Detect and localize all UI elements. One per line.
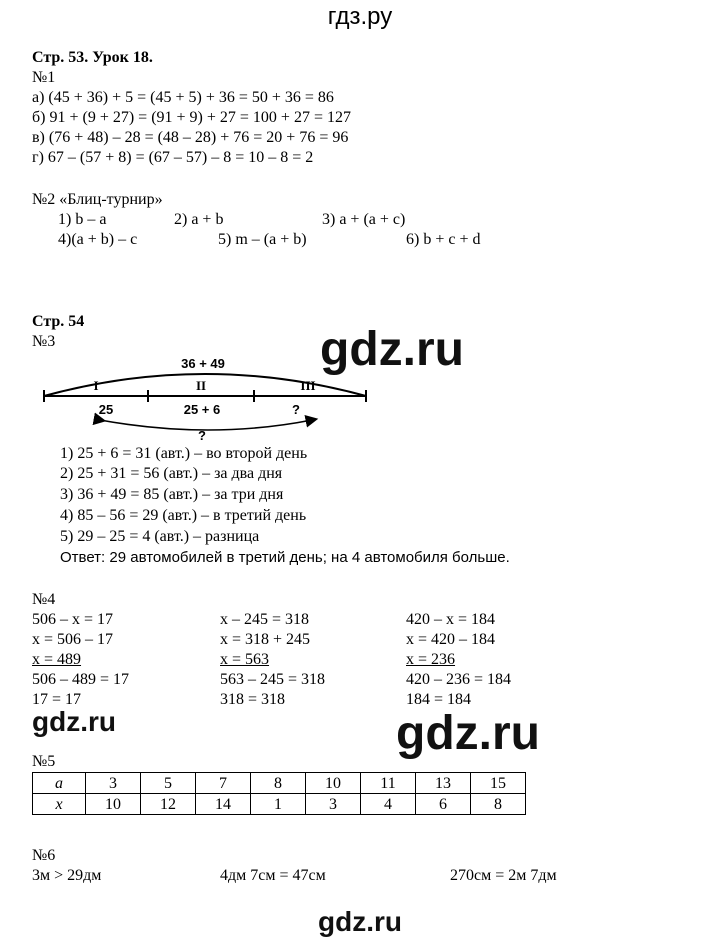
task4-col1-line1: 506 – x = 17 xyxy=(32,611,114,628)
task4-col1-line3: x = 489 xyxy=(32,651,82,668)
table-cell: 1 xyxy=(251,794,306,815)
watermark-large-2: gdz.ru xyxy=(396,707,540,760)
task4-col1-line2: x = 506 – 17 xyxy=(32,631,114,648)
table-cell: 10 xyxy=(306,773,361,794)
task4-number: №4 xyxy=(32,591,56,608)
task4-col3-line2: x = 420 – 184 xyxy=(406,631,496,648)
task2-item-6: 6) b + c + d xyxy=(406,231,481,248)
table-row xyxy=(33,794,526,815)
task3-answer: Ответ: 29 автомобилей в третий день; на 4 автомобиля больше. xyxy=(60,549,510,566)
task3-step-1: 1) 25 + 6 = 31 (авт.) – во второй день xyxy=(60,445,308,462)
table-cell: 8 xyxy=(471,794,526,815)
task4-col2-line5: 318 = 318 xyxy=(220,691,286,708)
table-row xyxy=(33,773,526,794)
task4-col2-line1: x – 245 = 318 xyxy=(220,611,310,628)
task3-number: №3 xyxy=(32,333,56,350)
table-cell: 14 xyxy=(196,794,251,815)
task4-col3-line4: 420 – 236 = 184 xyxy=(406,671,512,688)
watermark-small-1: gdz.ru xyxy=(32,706,116,737)
diagram-seg-3: III xyxy=(300,378,316,393)
task1-number: №1 xyxy=(32,69,56,86)
task5-table xyxy=(32,772,526,815)
diagram-bottom-label-3: ? xyxy=(292,402,300,417)
table-cell: 6 xyxy=(416,794,471,815)
task5-number: №5 xyxy=(32,753,56,770)
task1-line-c: в) (76 + 48) – 28 = (48 – 28) + 76 = 20 + 76 = 96 xyxy=(32,129,349,146)
table-cell: 5 xyxy=(141,773,196,794)
diagram-seg-1: I xyxy=(93,378,99,393)
diagram-bottom-question: ? xyxy=(198,428,206,442)
table-cell: 3 xyxy=(306,794,361,815)
task3-step-2: 2) 25 + 31 = 56 (авт.) – за два дня xyxy=(60,465,283,482)
task2-item-5: 5) m – (a + b) xyxy=(218,231,307,248)
table-cell: 15 xyxy=(471,773,526,794)
task4-col1-line5: 17 = 17 xyxy=(32,691,82,708)
diagram-top-label: 36 + 49 xyxy=(181,356,225,371)
table-cell: 4 xyxy=(361,794,416,815)
task4-col2-line2: x = 318 + 245 xyxy=(220,631,311,648)
table-cell: 10 xyxy=(86,794,141,815)
task4-col3-line1: 420 – x = 184 xyxy=(406,611,496,628)
table-cell: 11 xyxy=(361,773,416,794)
watermark-large-1: gdz.ru xyxy=(320,323,464,376)
table-cell: 8 xyxy=(251,773,306,794)
site-header: гдз.ру xyxy=(327,3,393,30)
watermark-small-2: gdz.ru xyxy=(318,906,402,937)
task4-col2-line3: x = 563 xyxy=(220,651,270,668)
task2-item-2: 2) a + b xyxy=(174,211,224,228)
task6-item-2: 4дм 7см = 47см xyxy=(220,867,326,884)
table-row-label: a xyxy=(33,773,86,794)
bottom-brace-arrows xyxy=(100,420,312,430)
task4-col3-line3: x = 236 xyxy=(406,651,456,668)
table-cell: 12 xyxy=(141,794,196,815)
table-cell: 7 xyxy=(196,773,251,794)
task4-col2-line4: 563 – 245 = 318 xyxy=(220,671,326,688)
task2-item-1: 1) b – a xyxy=(58,211,107,228)
task2-title: №2 «Блиц-турнир» xyxy=(32,191,163,208)
task1-line-b: б) 91 + (9 + 27) = (91 + 9) + 27 = 100 + 27 = 127 xyxy=(32,109,351,126)
task3-step-4: 4) 85 – 56 = 29 (авт.) – в третий день xyxy=(60,507,307,524)
task2-item-4: 4)(a + b) – c xyxy=(58,231,138,248)
table-cell: 3 xyxy=(86,773,141,794)
task4-col1-line4: 506 – 489 = 17 xyxy=(32,671,130,688)
section-title-page53: Стр. 53. Урок 18. xyxy=(32,49,153,66)
diagram-seg-2: II xyxy=(195,378,207,393)
task6-number: №6 xyxy=(32,847,56,864)
task1-line-a: а) (45 + 36) + 5 = (45 + 5) + 36 = 50 + 36 = 86 xyxy=(32,89,334,106)
section-title-page54: Стр. 54 xyxy=(32,313,85,330)
table-row-label: x xyxy=(33,794,86,815)
table-cell: 13 xyxy=(416,773,471,794)
task4-col3-line5: 184 = 184 xyxy=(406,691,472,708)
task6-item-1: 3м > 29дм xyxy=(32,867,102,884)
task6-item-3: 270см = 2м 7дм xyxy=(450,867,557,884)
task3-step-5: 5) 29 – 25 = 4 (авт.) – разница xyxy=(60,528,260,545)
diagram-bottom-label-2: 25 + 6 xyxy=(183,402,221,417)
task1-line-d: г) 67 – (57 + 8) = (67 – 57) – 8 = 10 – 8 = 2 xyxy=(32,149,314,166)
task3-step-3: 3) 36 + 49 = 85 (авт.) – за три дня xyxy=(60,486,284,503)
diagram-bottom-label-1: 25 xyxy=(98,402,114,417)
task2-item-3: 3) a + (a + c) xyxy=(322,211,406,228)
